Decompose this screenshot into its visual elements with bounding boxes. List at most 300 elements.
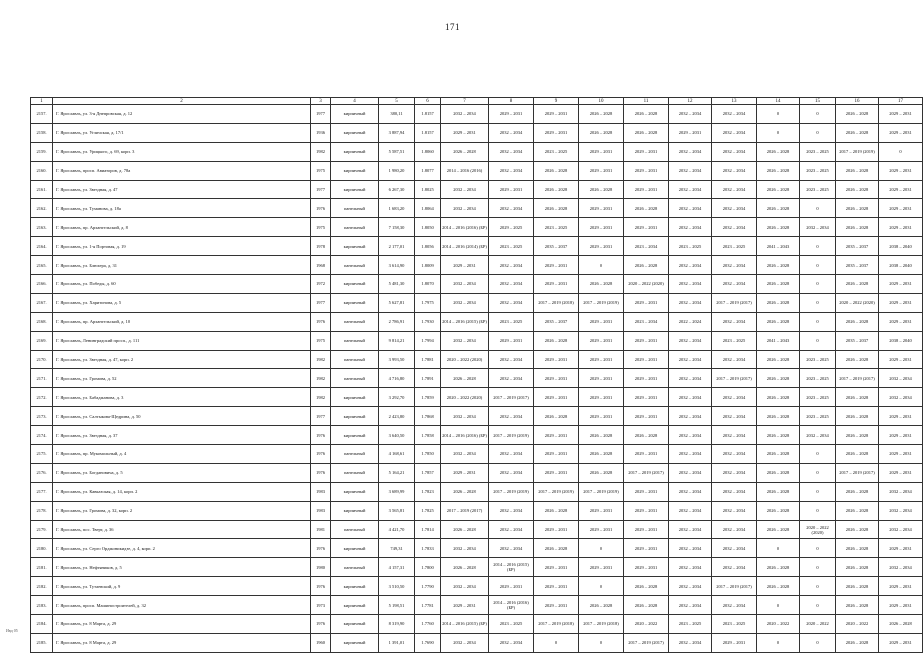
address-cell: Г. Ярославль, ул. Харитонова, д. 5 <box>53 293 311 312</box>
table-cell: 2029 – 2031 <box>624 501 669 520</box>
table-cell: 2032 – 2034 <box>879 369 923 388</box>
table-cell: 2026 – 2028 <box>579 123 624 142</box>
table-cell: 1.7814 <box>415 520 441 539</box>
table-cell: 1968 <box>311 256 331 275</box>
table-cell: 2014 – 2016 (2016) (БР) <box>441 218 489 237</box>
table-cell: 2014 – 2016 (2016) <box>441 161 489 180</box>
table-cell: 1983 <box>311 482 331 501</box>
table-cell: кирпичный <box>331 426 379 445</box>
table-cell: 2029 – 2031 <box>534 105 579 124</box>
table-cell: 5 587,51 <box>379 142 415 161</box>
table-cell: 6 267,30 <box>379 180 415 199</box>
table-cell: 2032 – 2034 <box>879 520 923 539</box>
table-cell: 2038 – 2040 <box>879 256 923 275</box>
table-cell: 2029 – 2031 <box>579 237 624 256</box>
table-cell: 2026 – 2028 <box>836 388 879 407</box>
table-cell: 1.8025 <box>415 180 441 199</box>
table-cell: 2014 – 2016 (2016) (БР) <box>489 596 534 615</box>
footer-text: Ивд 05 <box>6 628 18 633</box>
table-cell: кирпичный <box>331 275 379 294</box>
table-cell: 2023 – 2025 <box>712 615 757 634</box>
table-cell: 5 481,30 <box>379 275 415 294</box>
table-cell: 2032 – 2034 <box>712 123 757 142</box>
row-number-cell: 2181. <box>31 558 53 577</box>
table-cell: 2032 – 2034 <box>712 520 757 539</box>
table-cell: 2032 – 2034 <box>712 312 757 331</box>
table-cell: 2035 – 2037 <box>836 331 879 350</box>
table-cell: 1972 <box>311 275 331 294</box>
table-cell: 2029 – 2031 <box>879 633 923 652</box>
table-cell: 5 164,21 <box>379 463 415 482</box>
table-cell: 1976 <box>311 445 331 464</box>
table-row <box>31 558 923 577</box>
table-cell: 2038 – 2040 <box>879 237 923 256</box>
table-row <box>31 218 923 237</box>
table-cell: 2032 – 2034 <box>669 463 712 482</box>
table-cell: 2029 – 2031 <box>579 501 624 520</box>
column-number-cell: 5 <box>379 98 415 105</box>
table-cell: 2029 – 2031 <box>879 407 923 426</box>
table-cell: 2026 – 2028 <box>534 180 579 199</box>
table-cell: 2020 – 2022 <box>757 615 800 634</box>
row-number-cell: 2177. <box>31 482 53 501</box>
table-cell: 1976 <box>311 426 331 445</box>
table-cell: 2029 – 2031 <box>534 350 579 369</box>
table-cell: 2026 – 2028 <box>441 558 489 577</box>
table-cell: 2023 – 2025 <box>800 388 836 407</box>
table-cell: 2029 – 2031 <box>624 482 669 501</box>
table-cell: 1.8050 <box>415 218 441 237</box>
table-cell: 2029 – 2031 <box>579 161 624 180</box>
table-cell: 2032 – 2034 <box>441 293 489 312</box>
table-row <box>31 445 923 464</box>
table-cell: 2029 – 2031 <box>489 180 534 199</box>
table-cell: 2026 – 2028 <box>579 180 624 199</box>
table-cell: 2023 – 2025 <box>489 237 534 256</box>
table-cell: 8 319,90 <box>379 615 415 634</box>
table-cell: 2 177,01 <box>379 237 415 256</box>
table-row <box>31 615 923 634</box>
table-cell: 2032 – 2034 <box>712 105 757 124</box>
table-cell: 2026 – 2028 <box>757 520 800 539</box>
table-cell: 1.7781 <box>415 596 441 615</box>
table-cell: 2026 – 2028 <box>836 539 879 558</box>
table-cell: 2032 – 2034 <box>489 256 534 275</box>
table-cell: 2026 – 2028 <box>624 256 669 275</box>
table-cell: 0 <box>800 199 836 218</box>
table-cell: 1936 <box>311 123 331 142</box>
table-cell: 0 <box>800 331 836 350</box>
table-cell: 2032 – 2034 <box>879 388 923 407</box>
table-cell: 2029 – 2031 <box>624 558 669 577</box>
table-cell: 2032 – 2034 <box>669 426 712 445</box>
table-cell: 2026 – 2028 <box>579 445 624 464</box>
table-cell: 2017 – 2019 (2019) <box>489 426 534 445</box>
table-cell: панельный <box>331 445 379 464</box>
address-cell: Г. Ярославль, ул. Победы, д. 60 <box>53 275 311 294</box>
table-cell: 2029 – 2031 <box>579 369 624 388</box>
table-cell: 2026 – 2028 <box>836 520 879 539</box>
table-cell: 2026 – 2028 <box>836 105 879 124</box>
table-cell: 2029 – 2031 <box>879 463 923 482</box>
table-cell: 2026 – 2028 <box>836 123 879 142</box>
table-cell: 2029 – 2031 <box>489 577 534 596</box>
table-cell: 1.7859 <box>415 388 441 407</box>
table-cell: 2032 – 2034 <box>712 426 757 445</box>
table-cell: 0 <box>534 633 579 652</box>
table-cell: 2029 – 2031 <box>534 445 579 464</box>
table-cell: 2029 – 2031 <box>624 445 669 464</box>
table-cell: 2020 – 2022 <box>800 615 836 634</box>
table-cell: кирпичный <box>331 293 379 312</box>
table-cell: 2026 – 2028 <box>624 577 669 596</box>
table-row <box>31 577 923 596</box>
row-number-cell: 2165. <box>31 256 53 275</box>
table-cell: кирпичный <box>331 237 379 256</box>
table-cell: 1.7868 <box>415 407 441 426</box>
table-cell: 2035 – 2037 <box>534 237 579 256</box>
table-row <box>31 463 923 482</box>
table-cell: 2020 – 2022 (2020) <box>836 293 879 312</box>
table-cell: 2029 – 2031 <box>441 256 489 275</box>
table-cell: 2026 – 2028 <box>836 161 879 180</box>
table-cell: 2032 – 2034 <box>712 256 757 275</box>
table-cell: 1.7800 <box>415 558 441 577</box>
table-cell: 2029 – 2031 <box>441 463 489 482</box>
table-cell: 1982 <box>311 142 331 161</box>
address-cell: Г. Ярославль, пр. Мукомольный, д. 4 <box>53 445 311 464</box>
table-cell: 2032 – 2034 <box>489 275 534 294</box>
table-cell: 2029 – 2031 <box>624 142 669 161</box>
table-cell: 2026 – 2028 <box>534 161 579 180</box>
table-cell: 2023 – 2025 <box>800 407 836 426</box>
table-cell: 2029 – 2031 <box>624 161 669 180</box>
table-cell: 1976 <box>311 615 331 634</box>
table-cell: 2029 – 2031 <box>534 426 579 445</box>
row-number-cell: 2167. <box>31 293 53 312</box>
table-cell: 1976 <box>311 539 331 558</box>
table-cell: 2026 – 2028 <box>624 426 669 445</box>
table-cell: 3 614,90 <box>379 256 415 275</box>
table-cell: 2026 – 2028 <box>757 369 800 388</box>
table-cell: 1.7930 <box>415 312 441 331</box>
table-cell: 2032 – 2034 <box>712 161 757 180</box>
table-cell: 2032 – 2034 <box>441 407 489 426</box>
table-cell: 1977 <box>311 105 331 124</box>
table-cell: 2026 – 2028 <box>534 407 579 426</box>
table-cell: 2032 – 2034 <box>669 539 712 558</box>
table-cell: 1.7833 <box>415 539 441 558</box>
table-cell: 2032 – 2034 <box>879 501 923 520</box>
table-cell: 0 <box>800 463 836 482</box>
table-cell: 2026 – 2028 <box>757 218 800 237</box>
table-cell: 1982 <box>311 369 331 388</box>
table-row <box>31 501 923 520</box>
table-cell: 2020 – 2022 (2020) <box>624 275 669 294</box>
table-cell: 2017 – 2019 (2017) <box>441 501 489 520</box>
table-cell: 0 <box>800 633 836 652</box>
table-cell: 1.7891 <box>415 369 441 388</box>
table-cell: 2032 – 2034 <box>441 180 489 199</box>
table-row <box>31 482 923 501</box>
table-cell: 2029 – 2031 <box>879 312 923 331</box>
table-cell: 1.8064 <box>415 199 441 218</box>
table-row <box>31 275 923 294</box>
table-cell: 2026 – 2028 <box>757 312 800 331</box>
table-row <box>31 312 923 331</box>
table-cell: 2029 – 2031 <box>879 577 923 596</box>
table-cell: 2026 – 2028 <box>757 577 800 596</box>
table-cell: 2032 – 2034 <box>712 388 757 407</box>
table-cell: 2026 – 2028 <box>757 350 800 369</box>
table-cell: 2026 – 2028 <box>534 331 579 350</box>
table-cell: 2026 – 2028 <box>624 123 669 142</box>
table-cell: 2032 – 2034 <box>489 161 534 180</box>
table-cell: 1976 <box>311 463 331 482</box>
table-row <box>31 142 923 161</box>
table-cell: 2029 – 2031 <box>534 558 579 577</box>
table-cell: 3 993,50 <box>379 350 415 369</box>
table-cell: 2032 – 2034 <box>669 293 712 312</box>
table-cell: 2032 – 2034 <box>712 596 757 615</box>
table-cell: 2014 – 2016 (2016) (БР) <box>441 426 489 445</box>
table-cell: 2032 – 2034 <box>489 501 534 520</box>
table-cell: 2026 – 2028 <box>836 558 879 577</box>
table-cell: 2029 – 2031 <box>579 142 624 161</box>
table-row <box>31 237 923 256</box>
address-cell: Г. Ярославль, ул. Богдановича, д. 5 <box>53 463 311 482</box>
table-cell: 2017 – 2019 (2018) <box>534 615 579 634</box>
column-number-cell: 15 <box>800 98 836 105</box>
table-cell: 2020 – 2022 (2020) <box>441 388 489 407</box>
table-cell: 2026 – 2028 <box>441 482 489 501</box>
table-cell: 2032 – 2034 <box>669 482 712 501</box>
table-cell: 2032 – 2034 <box>669 161 712 180</box>
column-number-cell: 6 <box>415 98 441 105</box>
column-number-cell: 8 <box>489 98 534 105</box>
table-cell: панельный <box>331 558 379 577</box>
row-number-cell: 2171. <box>31 369 53 388</box>
table-cell: 2026 – 2028 <box>624 596 669 615</box>
table-cell: 1.8070 <box>415 275 441 294</box>
address-cell: Г. Ярославль, ул. Салтыкова-Щедрина, д. 50 <box>53 407 311 426</box>
table-cell: 1.7994 <box>415 331 441 350</box>
table-cell: 2035 – 2037 <box>534 312 579 331</box>
column-number-cell: 13 <box>712 98 757 105</box>
table-cell: 2029 – 2031 <box>624 293 669 312</box>
table-cell: 2014 – 2016 (2015) (БР) <box>441 615 489 634</box>
table-cell: 2032 – 2034 <box>669 369 712 388</box>
table-cell: 1975 <box>311 161 331 180</box>
table-cell: 2017 – 2019 (2017) <box>836 463 879 482</box>
table-cell: 2032 – 2034 <box>712 350 757 369</box>
row-number-cell: 2158. <box>31 123 53 142</box>
table-cell: 0 <box>879 142 923 161</box>
column-number-cell: 3 <box>311 98 331 105</box>
table-cell: 1976 <box>311 199 331 218</box>
table-cell: 1977 <box>311 407 331 426</box>
table-row <box>31 331 923 350</box>
table-cell: 2032 – 2034 <box>669 520 712 539</box>
table-cell: 2026 – 2028 <box>836 426 879 445</box>
table-cell: 1.8157 <box>415 123 441 142</box>
table-cell: 2026 – 2028 <box>836 633 879 652</box>
table-cell: 2 786,91 <box>379 312 415 331</box>
table-cell: 2029 – 2031 <box>441 596 489 615</box>
table-cell: 2026 – 2028 <box>579 105 624 124</box>
table-cell: 2029 – 2031 <box>534 275 579 294</box>
table-cell: 2022 – 2024 <box>669 312 712 331</box>
table-cell: 2032 – 2034 <box>712 180 757 199</box>
table-cell: 2023 – 2034 <box>624 237 669 256</box>
table-cell: 0 <box>579 577 624 596</box>
column-number-cell: 14 <box>757 98 800 105</box>
table-cell: 2032 – 2034 <box>489 199 534 218</box>
table-cell: 2032 – 2034 <box>669 218 712 237</box>
table-cell: 2041 – 2043 <box>757 237 800 256</box>
table-cell: кирпичный <box>331 482 379 501</box>
table-cell: 2035 – 2037 <box>836 256 879 275</box>
address-cell: Г. Ярославль, ул. Громова, д. 52 <box>53 369 311 388</box>
table-cell: 2032 – 2034 <box>489 293 534 312</box>
table-cell: 2029 – 2031 <box>441 123 489 142</box>
row-number-cell: 2159. <box>31 142 53 161</box>
table-cell: 2032 – 2034 <box>669 445 712 464</box>
table-cell: 2029 – 2031 <box>534 256 579 275</box>
table-cell: 2023 – 2025 <box>800 369 836 388</box>
row-number-cell: 2172. <box>31 388 53 407</box>
address-cell: Г. Ярославль, пр. Архангельский, д. 10 <box>53 312 311 331</box>
row-number-cell: 2184. <box>31 615 53 634</box>
table-cell: 2026 – 2028 <box>441 520 489 539</box>
table-cell: 2026 – 2028 <box>757 256 800 275</box>
table-cell: 2029 – 2031 <box>879 275 923 294</box>
table-row <box>31 123 923 142</box>
table-cell: 2029 – 2031 <box>879 161 923 180</box>
table-cell: кирпичный <box>331 123 379 142</box>
table-cell: 0 <box>800 558 836 577</box>
table-cell: 0 <box>800 312 836 331</box>
table-cell: 1.7857 <box>415 463 441 482</box>
table-cell: 1976 <box>311 312 331 331</box>
table-cell: 1.8056 <box>415 237 441 256</box>
address-cell: Г. Ярославль, пос. Тверт, д. 36 <box>53 520 311 539</box>
row-number-cell: 2170. <box>31 350 53 369</box>
table-cell: 0 <box>579 539 624 558</box>
table-cell: 2032 – 2034 <box>489 633 534 652</box>
table-cell: 2032 – 2034 <box>712 218 757 237</box>
table-cell: панельный <box>331 312 379 331</box>
table-cell: 2032 – 2034 <box>441 275 489 294</box>
table-cell: панельный <box>331 369 379 388</box>
table-cell: 1.7881 <box>415 350 441 369</box>
table-cell: 0 <box>579 633 624 652</box>
table-cell: 2029 – 2031 <box>534 388 579 407</box>
table-cell: 2023 – 2025 <box>489 312 534 331</box>
table-cell: 1.7850 <box>415 445 441 464</box>
table-cell: 2014 – 2016 (2015) (БР) <box>489 558 534 577</box>
table-cell: 2026 – 2028 <box>836 577 879 596</box>
registry-table <box>30 97 923 653</box>
table-cell: 2017 – 2019 (2019) <box>579 482 624 501</box>
table-cell: 2029 – 2031 <box>624 407 669 426</box>
address-cell: Г. Ярославль, просп. Машиностроителей, д. 32 <box>53 596 311 615</box>
table-cell: 1977 <box>311 293 331 312</box>
table-cell: 0 <box>800 293 836 312</box>
address-cell: Г. Ярославль, Ленинградский просп., д. 111 <box>53 331 311 350</box>
table-cell: 2032 – 2034 <box>489 463 534 482</box>
table-cell: 2020 – 2022 (2020) <box>800 520 836 539</box>
row-number-cell: 2161. <box>31 180 53 199</box>
table-cell: 2026 – 2028 <box>836 180 879 199</box>
row-number-cell: 2162. <box>31 199 53 218</box>
table-cell: 1975 <box>311 331 331 350</box>
row-number-cell: 2179. <box>31 520 53 539</box>
table-cell: 3 510,50 <box>379 577 415 596</box>
table-cell: 2020 – 2022 <box>836 615 879 634</box>
table-cell: 2032 – 2034 <box>669 596 712 615</box>
table-cell: 2032 – 2034 <box>712 407 757 426</box>
table-cell: 2032 – 2034 <box>441 331 489 350</box>
table-cell: 2017 – 2019 (2018) <box>579 615 624 634</box>
table-cell: 2026 – 2028 <box>836 275 879 294</box>
column-number-cell: 17 <box>879 98 923 105</box>
table-cell: 0 <box>757 539 800 558</box>
row-number-cell: 2185. <box>31 633 53 652</box>
table-cell: 2023 – 2025 <box>800 161 836 180</box>
table-cell: 2026 – 2028 <box>579 426 624 445</box>
table-cell: 2029 – 2031 <box>579 407 624 426</box>
table-cell: 2032 – 2034 <box>879 558 923 577</box>
table-cell: 2017 – 2019 (2019) <box>489 482 534 501</box>
table-cell: 1978 <box>311 237 331 256</box>
table-cell: 2017 – 2019 (2019) <box>579 293 624 312</box>
table-cell: 0 <box>800 445 836 464</box>
table-cell: 2032 – 2034 <box>441 445 489 464</box>
address-cell: Г. Ярославль, ул. 8 Марта, д. 29 <box>53 615 311 634</box>
table-cell: 2029 – 2031 <box>624 180 669 199</box>
table-cell: 2026 – 2028 <box>757 558 800 577</box>
address-cell: Г. Ярославль, ул. Тутаевский, д. 9 <box>53 577 311 596</box>
table-cell: 2026 – 2028 <box>836 350 879 369</box>
table-cell: 2023 – 2025 <box>534 218 579 237</box>
table-cell: 2026 – 2028 <box>757 293 800 312</box>
table-cell: 2023 – 2025 <box>669 237 712 256</box>
table-cell: 2029 – 2031 <box>624 350 669 369</box>
table-row <box>31 407 923 426</box>
table-cell: 2029 – 2031 <box>579 199 624 218</box>
table-cell: 2032 – 2034 <box>712 142 757 161</box>
table-cell: панельный <box>331 331 379 350</box>
table-cell: 2032 – 2034 <box>712 482 757 501</box>
table-cell: 2032 – 2034 <box>489 123 534 142</box>
table-cell: кирпичный <box>331 596 379 615</box>
row-number-cell: 2180. <box>31 539 53 558</box>
table-cell: 2026 – 2028 <box>757 180 800 199</box>
row-number-cell: 2183. <box>31 596 53 615</box>
table-cell: 5 627,81 <box>379 293 415 312</box>
table-cell: 2020 – 2022 (2020) <box>441 350 489 369</box>
table-cell: 2029 – 2031 <box>579 388 624 407</box>
table-cell: 2026 – 2028 <box>579 463 624 482</box>
row-number-cell: 2169. <box>31 331 53 350</box>
column-number-row <box>31 98 923 105</box>
table-cell: 2032 – 2034 <box>441 539 489 558</box>
column-number-cell: 4 <box>331 98 379 105</box>
column-number-cell: 9 <box>534 98 579 105</box>
table-cell: 2023 – 2025 <box>669 615 712 634</box>
table-cell: кирпичный <box>331 615 379 634</box>
